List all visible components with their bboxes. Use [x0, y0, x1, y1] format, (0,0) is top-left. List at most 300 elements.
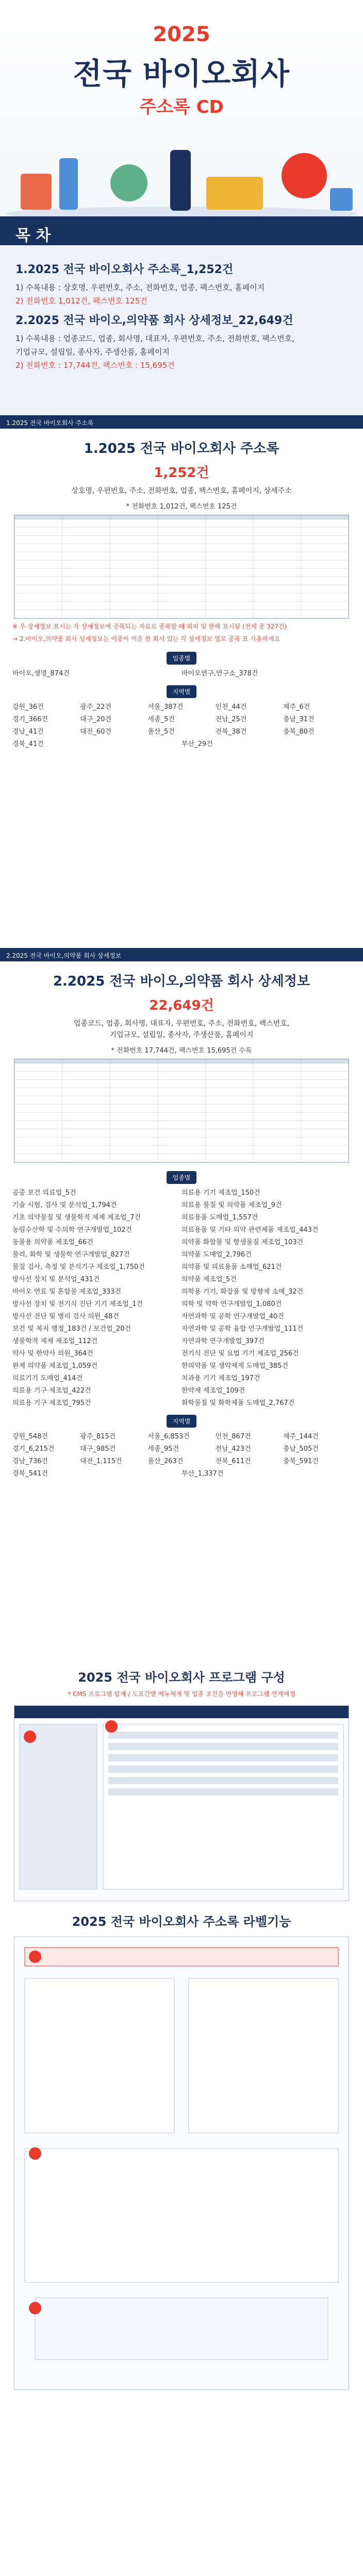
- list-item: 충남_31건: [283, 716, 315, 723]
- toc-s1-line-1: 1) 수록내용 : 상호명, 우편번호, 주소, 전화번호, 업종, 팩스번호, 홈페이지: [15, 283, 265, 292]
- list-item: 자연과학 및 공학 연구개발업_40건: [182, 1313, 284, 1320]
- table-cell: [158, 1113, 205, 1121]
- table-cell: [253, 1088, 301, 1096]
- table-cell: [110, 610, 157, 618]
- table-cell: [158, 561, 205, 569]
- table-row: [15, 1060, 349, 1063]
- table-cell: [301, 610, 348, 618]
- table-cell: [301, 536, 348, 544]
- bio-list: [12, 668, 351, 680]
- table-cell: [158, 552, 205, 561]
- table-cell: [15, 1080, 62, 1088]
- table-cell: [110, 1063, 157, 1072]
- section-1-meta: * 전화번호 1,012건, 팩스번호 125건: [126, 503, 237, 511]
- list-item: 완제 의약품 제조업_1,059건: [12, 1362, 98, 1370]
- program-subtitle: * CMS 프로그램 탑재 / 도표간별 메뉴체계 및 업종 조건을 반영해 프로그램 연계예정: [68, 1690, 295, 1698]
- list-item: 의료용품 및 기타 의약 관련제품 제조업_443건: [182, 1226, 319, 1234]
- program-title: 2025 전국 바이오회사 프로그램 구성: [78, 1670, 285, 1685]
- list-row: [12, 1274, 351, 1286]
- table-cell: [15, 1072, 62, 1080]
- table-cell: [253, 594, 301, 602]
- table-cell: [15, 1113, 62, 1121]
- table-row: [15, 594, 349, 602]
- list-item: 방사선 진단 및 병리 검사 의원_48건: [12, 1313, 119, 1320]
- table-cell: [62, 1096, 110, 1105]
- program-screenshot: [14, 1705, 349, 1901]
- table-cell: [15, 594, 62, 602]
- table-cell: [110, 594, 157, 602]
- table-row: [15, 1105, 349, 1113]
- toc-section-1: 1.2025 전국 바이오회사 주소록_1,252건: [15, 263, 234, 276]
- table-row: [15, 1121, 349, 1129]
- table-cell: [205, 585, 253, 594]
- table-cell: [62, 516, 110, 519]
- table-row: [15, 536, 349, 544]
- toc-section-2: 2.2025 전국 바이오,의약품 회사 상세정보_22,649건: [15, 314, 293, 327]
- list-item: 방사선 장치 및 분석업_431건: [12, 1276, 100, 1283]
- label-screenshot: [14, 1937, 349, 2390]
- table-cell: [15, 1138, 62, 1146]
- list-item: 방사선 장치 및 전기식 진단 기기 제조업_1건: [12, 1300, 143, 1308]
- list-row: [12, 1311, 351, 1323]
- list-row: [12, 1236, 351, 1249]
- region-pill: 지역별: [167, 685, 197, 698]
- list-row: [12, 1335, 351, 1348]
- table-cell: [62, 1121, 110, 1129]
- list-item: 서울_6,853건: [147, 1433, 190, 1440]
- table-cell: [158, 594, 205, 602]
- region-pill-2: 지역별: [167, 1415, 197, 1428]
- list-row: [12, 738, 351, 751]
- list-row: [12, 1298, 351, 1311]
- list-item: 전기식 진단 및 요법 기기 제조업_256건: [182, 1350, 299, 1358]
- table-cell: [62, 1138, 110, 1146]
- table-cell: [15, 610, 62, 618]
- table-cell: [15, 544, 62, 552]
- list-row: [12, 1468, 351, 1480]
- table-cell: [253, 552, 301, 561]
- table-cell: [62, 1105, 110, 1113]
- table-cell: [62, 1088, 110, 1096]
- table-cell: [301, 528, 348, 536]
- table-cell: [205, 1088, 253, 1096]
- list-row: [12, 1385, 351, 1397]
- table-cell: [62, 528, 110, 536]
- list-item: 전남_25건: [215, 716, 247, 723]
- table-cell: [253, 1121, 301, 1129]
- list-item: 보건 및 복지 행정_183건 / 보건업_20건: [12, 1325, 131, 1333]
- section-2-count: 22,649건: [149, 998, 214, 1013]
- table-cell: [301, 569, 348, 577]
- table-cell: [158, 519, 205, 528]
- list-item: 의료용 기기 제조업_150건: [182, 1189, 260, 1197]
- table-cell: [158, 1129, 205, 1138]
- list-row: [12, 1397, 351, 1410]
- table-cell: [253, 1096, 301, 1105]
- table-cell: [110, 516, 157, 519]
- table-cell: [253, 585, 301, 594]
- hero-subtitle: 주소록 CD: [139, 97, 224, 117]
- list-item: 대구_985건: [80, 1445, 116, 1453]
- table-cell: [15, 1088, 62, 1096]
- table-cell: [15, 602, 62, 610]
- table-cell: [205, 1146, 253, 1154]
- table-cell: [62, 1113, 110, 1121]
- table-cell: [15, 552, 62, 561]
- table-cell: [62, 577, 110, 585]
- table-cell: [253, 1060, 301, 1063]
- table-cell: [253, 1154, 301, 1162]
- table-cell: [205, 1063, 253, 1072]
- table-cell: [205, 552, 253, 561]
- list-row: [12, 1187, 351, 1199]
- table-cell: [110, 1146, 157, 1154]
- list-item: 전북_38건: [215, 728, 247, 736]
- list-item: 의료용 기구 제조업_795건: [12, 1399, 91, 1407]
- toc-header: 목 차: [0, 216, 363, 245]
- list-row: [12, 1249, 351, 1261]
- table-row: [15, 1088, 349, 1096]
- section-2-desc-2: 기업규모, 설립일, 종사자, 주생산품, 홈페이지: [109, 1031, 254, 1039]
- list-item: 화학물질 및 화학제품 도매업_2,767건: [182, 1399, 295, 1407]
- spreadsheet-preview-2: [14, 1059, 349, 1163]
- table-cell: [15, 1063, 62, 1072]
- table-cell: [253, 1080, 301, 1088]
- table-row: [15, 602, 349, 610]
- table-cell: [205, 1154, 253, 1162]
- list-item: 경남_41건: [12, 728, 44, 736]
- table-cell: [158, 544, 205, 552]
- table-row: [15, 544, 349, 552]
- list-row: [12, 701, 351, 714]
- hero-year: 2025: [153, 23, 210, 46]
- table-cell: [110, 1088, 157, 1096]
- table-cell: [158, 1121, 205, 1129]
- table-cell: [301, 516, 348, 519]
- list-item: 바이오 연료 및 혼합물 제조업_333건: [12, 1288, 122, 1296]
- table-cell: [110, 1096, 157, 1105]
- table-row: [15, 1154, 349, 1162]
- table-cell: [15, 519, 62, 528]
- list-item: 의약품 및 의료용품 소매업_621건: [182, 1263, 282, 1271]
- table-cell: [205, 1121, 253, 1129]
- table-cell: [62, 1154, 110, 1162]
- list-item: 서울_387건: [147, 703, 184, 711]
- table-cell: [253, 528, 301, 536]
- table-row: [15, 1129, 349, 1138]
- table-cell: [110, 536, 157, 544]
- table-cell: [158, 1096, 205, 1105]
- table-cell: [15, 1060, 62, 1063]
- table-cell: [205, 561, 253, 569]
- table-cell: [205, 516, 253, 519]
- table-cell: [110, 1072, 157, 1080]
- table-cell: [158, 1154, 205, 1162]
- table-cell: [110, 528, 157, 536]
- lab-illustration: [0, 126, 363, 216]
- list-item: 충북_80건: [283, 728, 315, 736]
- table-row: [15, 1063, 349, 1072]
- list-item: 전북_611건: [215, 1458, 251, 1465]
- table-cell: [110, 561, 157, 569]
- table-cell: [62, 602, 110, 610]
- list-item: 의학 및 약학 연구개발업_1,080건: [182, 1300, 282, 1308]
- list-item: 충남_505건: [283, 1445, 319, 1453]
- list-row: [12, 726, 351, 738]
- list-item: 경기_366건: [12, 716, 48, 723]
- section-2-bar: 2.2025 전국 바이오,의약품 회사 상세정보: [0, 948, 363, 961]
- table-cell: [158, 569, 205, 577]
- table-cell: [253, 1113, 301, 1121]
- list-item: 강원_548건: [12, 1433, 48, 1440]
- table-cell: [110, 1113, 157, 1121]
- table-cell: [301, 519, 348, 528]
- table-cell: [110, 602, 157, 610]
- table-row: [15, 1080, 349, 1088]
- table-cell: [110, 1121, 157, 1129]
- region-list: [12, 701, 351, 751]
- table-row: [15, 1113, 349, 1121]
- table-cell: [158, 536, 205, 544]
- table-cell: [15, 561, 62, 569]
- table-cell: [62, 561, 110, 569]
- list-item: 자연과학 연구개발업_397건: [182, 1337, 265, 1345]
- label-window-mock: [14, 1937, 349, 2389]
- table-cell: [110, 1060, 157, 1063]
- hero-title: 전국 바이오회사: [73, 56, 290, 91]
- table-cell: [301, 585, 348, 594]
- table-cell: [62, 1129, 110, 1138]
- list-item: 의학용 기기, 화장품 및 방향제 소매_32건: [182, 1288, 304, 1296]
- section-2-panel: [0, 961, 363, 1657]
- list-item: 경북_541건: [12, 1470, 48, 1478]
- table-cell: [158, 1105, 205, 1113]
- table-row: [15, 1138, 349, 1146]
- list-row: [12, 1372, 351, 1385]
- table-cell: [158, 1063, 205, 1072]
- table-cell: [62, 552, 110, 561]
- list-item: 약사 및 한약사 의원_364건: [12, 1350, 93, 1358]
- list-item: 생물학적 제제 제조업_112건: [12, 1337, 98, 1345]
- list-item: 충북_591건: [283, 1458, 319, 1465]
- table-cell: [301, 1113, 348, 1121]
- spreadsheet-preview: [14, 515, 349, 619]
- list-row: [12, 1323, 351, 1335]
- section-1-desc: 상호명, 우편번호, 주소, 전화번호, 업종, 팩스번호, 홈페이지, 상세주소: [71, 487, 292, 495]
- section-1-count: 1,252건: [154, 465, 209, 481]
- industry-pill-2: 업종별: [167, 1171, 197, 1184]
- table-cell: [110, 1129, 157, 1138]
- table-cell: [62, 1060, 110, 1063]
- table-cell: [15, 528, 62, 536]
- bio-item: 바이오,생명_874건: [12, 670, 70, 677]
- table-cell: [205, 569, 253, 577]
- table-cell: [301, 1138, 348, 1146]
- list-item: 농림수산학 및 수의학 연구개발업_102건: [12, 1226, 133, 1234]
- table-cell: [205, 544, 253, 552]
- table-cell: [158, 1138, 205, 1146]
- table-cell: [62, 1072, 110, 1080]
- region-list-2: [12, 1431, 351, 1480]
- section-1-note-2: → 2.바이오,의약품 회사 상세정보는 이중이 먹을 한 회사 있는 각 상세정보 열로 중복 표 사용하세요: [12, 635, 280, 642]
- table-cell: [301, 1096, 348, 1105]
- section-1-note-1: ※ 우 상세정보 표시는 각 상세정보에 중복되는 자료로 중복할 때 회피 및 한해 표시됨 (전체 중 327건): [12, 623, 287, 630]
- list-row: [12, 1455, 351, 1468]
- list-item: 공중 보건 의료업_5건: [12, 1189, 76, 1197]
- section-1-bar: 1.2025 전국 바이오회사 주소록: [0, 415, 363, 429]
- table-cell: [15, 516, 62, 519]
- table-cell: [301, 561, 348, 569]
- table-cell: [301, 602, 348, 610]
- table-cell: [15, 577, 62, 585]
- table-cell: [205, 1080, 253, 1088]
- list-item: 물리, 화학 및 생물학 연구개발업_827건: [12, 1251, 130, 1259]
- table-cell: [253, 1063, 301, 1072]
- toc-s2-line-3: 2) 전화번호 : 17,744건, 팩스번호 : 15,695건: [15, 361, 175, 370]
- table-row: [15, 561, 349, 569]
- table-row: [15, 552, 349, 561]
- list-item: 전남_423건: [215, 1445, 251, 1453]
- table-cell: [110, 1138, 157, 1146]
- list-item: 광주_815건: [80, 1433, 116, 1440]
- table-cell: [301, 1063, 348, 1072]
- table-cell: [62, 1063, 110, 1072]
- table-cell: [301, 1060, 348, 1063]
- list-item: 광주_22건: [80, 703, 111, 711]
- table-cell: [253, 1129, 301, 1138]
- table-cell: [62, 610, 110, 618]
- table-cell: [253, 577, 301, 585]
- table-cell: [62, 569, 110, 577]
- table-cell: [301, 1105, 348, 1113]
- table-cell: [158, 1060, 205, 1063]
- bio-item: 바이오연구,연구소_378건: [182, 670, 258, 677]
- table-cell: [15, 1146, 62, 1154]
- table-cell: [253, 602, 301, 610]
- hero-banner: [0, 0, 363, 216]
- list-item: 인천_44건: [215, 703, 247, 711]
- table-cell: [110, 552, 157, 561]
- table-cell: [253, 1105, 301, 1113]
- table-cell: [110, 569, 157, 577]
- section-2-desc: 업종코드, 업종, 회사명, 대표자, 우편번호, 주소, 전화번호, 팩스번호,: [73, 1020, 290, 1028]
- label-title: 2025 전국 바이오회사 주소록 라벨기능: [72, 1914, 291, 1929]
- program-window-mock: [14, 1706, 349, 1901]
- list-item: 강원_36건: [12, 703, 44, 711]
- table-cell: [205, 1129, 253, 1138]
- list-item: 경남_736건: [12, 1458, 48, 1465]
- table-cell: [253, 569, 301, 577]
- table-cell: [110, 1080, 157, 1088]
- table-cell: [62, 585, 110, 594]
- list-item: 세종_95건: [147, 1445, 179, 1453]
- table-cell: [253, 544, 301, 552]
- table-cell: [62, 536, 110, 544]
- list-row: [12, 1261, 351, 1274]
- table-cell: [253, 561, 301, 569]
- section-2-title: 2.2025 전국 바이오,의약품 회사 상세정보: [53, 974, 310, 989]
- list-item: 의약품 화합물 및 항생물질 제조업_103건: [182, 1239, 304, 1246]
- list-row: [12, 714, 351, 726]
- table-cell: [205, 577, 253, 585]
- table-cell: [301, 1121, 348, 1129]
- table-cell: [62, 544, 110, 552]
- table-cell: [62, 1080, 110, 1088]
- table-cell: [158, 516, 205, 519]
- toc-s2-line-2: 기업규모, 설립일, 종사자, 주생산품, 홈페이지: [15, 347, 170, 357]
- list-item: 인천_867건: [215, 1433, 251, 1440]
- list-item: 제주_6건: [283, 703, 310, 711]
- table-row: [15, 577, 349, 585]
- list-item: 의료기기 도매업_414건: [12, 1375, 82, 1382]
- table-row: [15, 1096, 349, 1105]
- table-cell: [301, 552, 348, 561]
- table-cell: [15, 1154, 62, 1162]
- industry-list: [12, 1187, 351, 1410]
- table-cell: [110, 577, 157, 585]
- table-cell: [158, 1146, 205, 1154]
- list-row: [12, 1348, 351, 1360]
- table-cell: [205, 602, 253, 610]
- list-item: 기술 시험, 검사 및 분석업_1,794건: [12, 1201, 117, 1209]
- list-item: 대전_60건: [80, 728, 111, 736]
- table-cell: [253, 1146, 301, 1154]
- table-cell: [205, 536, 253, 544]
- table-cell: [110, 1105, 157, 1113]
- table-cell: [205, 528, 253, 536]
- table-cell: [158, 1080, 205, 1088]
- list-item: 제주_144건: [283, 1433, 319, 1440]
- list-row: [12, 1224, 351, 1236]
- section-2-meta: * 전화번호 17,744건, 팩스번호 15,695건 수록: [111, 1047, 252, 1055]
- table-cell: [301, 577, 348, 585]
- list-item: 세종_5건: [147, 716, 175, 723]
- table-row: [15, 1072, 349, 1080]
- table-cell: [62, 519, 110, 528]
- list-row: [12, 1360, 351, 1372]
- list-item: 경기_6,215건: [12, 1445, 55, 1453]
- table-cell: [158, 602, 205, 610]
- list-item: 의약품 도매업_2,796건: [182, 1251, 252, 1259]
- table-cell: [62, 594, 110, 602]
- table-cell: [158, 528, 205, 536]
- table-cell: [253, 516, 301, 519]
- list-item: 한의약품 및 생약제제 도매업_385건: [182, 1362, 288, 1370]
- table-cell: [205, 594, 253, 602]
- list-row: [12, 1212, 351, 1224]
- table-row: [15, 516, 349, 519]
- table-cell: [205, 1060, 253, 1063]
- table-cell: [15, 569, 62, 577]
- table-cell: [110, 585, 157, 594]
- table-cell: [301, 1154, 348, 1162]
- section-1-title: 1.2025 전국 바이오회사 주소록: [84, 441, 279, 456]
- table-cell: [62, 1146, 110, 1154]
- table-cell: [301, 1129, 348, 1138]
- list-row: [12, 1431, 351, 1443]
- table-cell: [15, 1096, 62, 1105]
- table-cell: [301, 1080, 348, 1088]
- table-cell: [301, 544, 348, 552]
- list-item: 물질 검사, 측정 및 분석기구 제조업_1,750건: [12, 1263, 145, 1271]
- table-cell: [158, 610, 205, 618]
- table-cell: [15, 1129, 62, 1138]
- list-item: 기초 의약물질 및 생물학적 제제 제조업_7건: [12, 1214, 141, 1222]
- list-item: 동물용 의약품 제조업_66건: [12, 1239, 93, 1246]
- list-item: 부산_29건: [182, 740, 213, 748]
- list-item: 대구_20건: [80, 716, 111, 723]
- table-row: [15, 519, 349, 528]
